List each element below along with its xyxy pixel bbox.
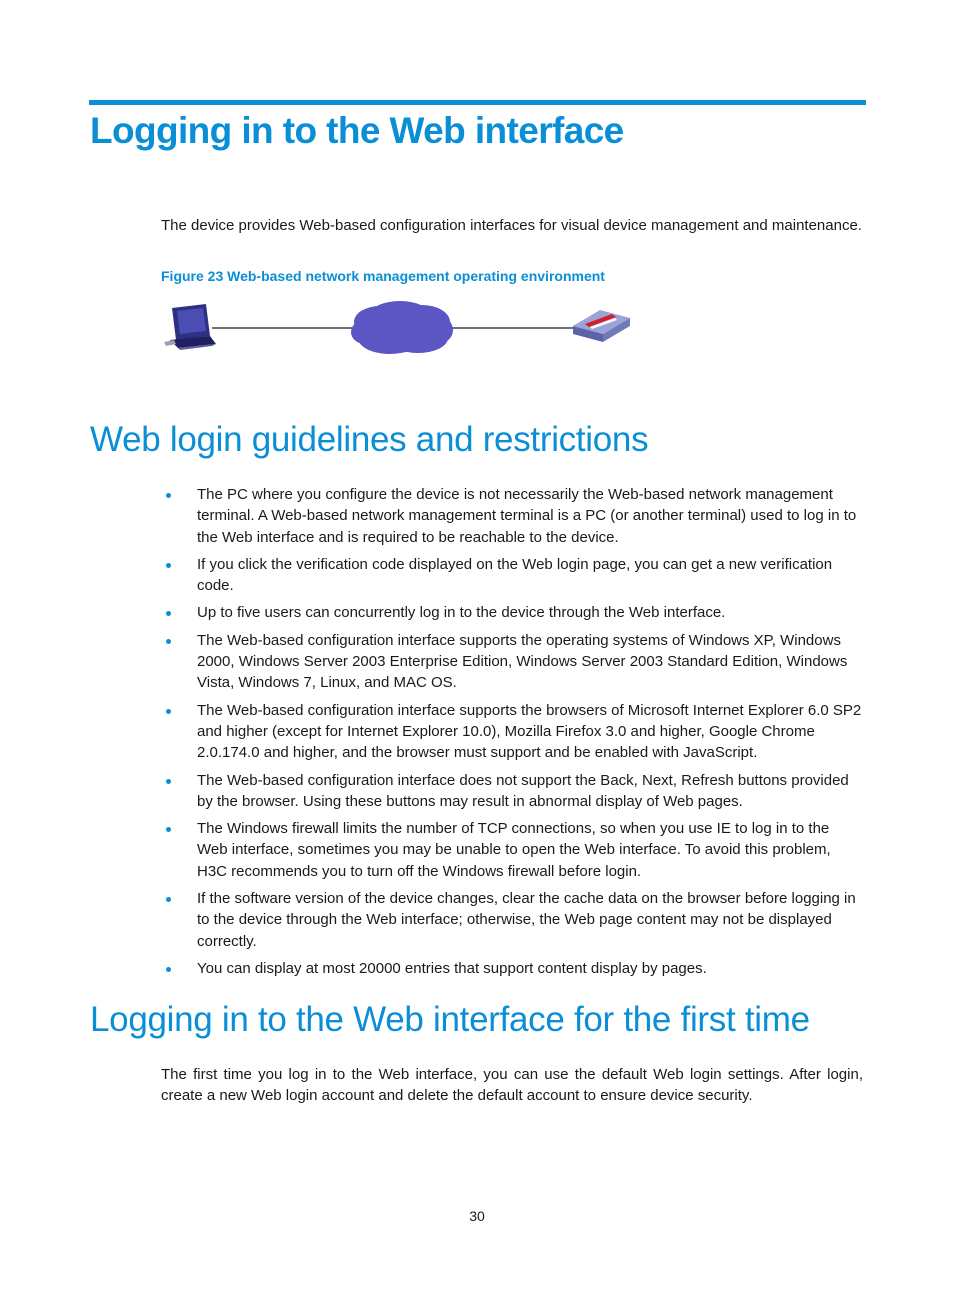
first-time-paragraph: The first time you log in to the Web interface, you can use the default Web login settings. After login, create a new Web login account and delete the default account to ensure device security. bbox=[161, 1066, 863, 1104]
heading-rule bbox=[89, 100, 866, 105]
pc-icon bbox=[164, 304, 216, 350]
list-item: The Windows firewall limits the number of TCP connections, so when you use IE to log in to the Web interface, sometimes you may be unable to open the Web interface. To avoid this problem, H3C recommends you to turn off the Windows firewall before login. bbox=[161, 818, 863, 882]
section-heading-guidelines: Web login guidelines and restrictions bbox=[90, 420, 649, 459]
list-item: The PC where you configure the device is not necessarily the Web-based network management terminal. A Web-based network management terminal is a PC (or another terminal) used to log in to the Web interface and is required to be reachable to the device. bbox=[161, 484, 863, 548]
bullet-icon bbox=[166, 493, 171, 498]
bullet-icon bbox=[166, 611, 171, 616]
bullet-icon bbox=[166, 709, 171, 714]
bullet-icon bbox=[166, 639, 171, 644]
intro-paragraph: The device provides Web-based configuration interfaces for visual device management and maintenance. bbox=[161, 217, 862, 234]
list-item: If you click the verification code displayed on the Web login page, you can get a new verification code. bbox=[161, 554, 863, 597]
list-item: Up to five users can concurrently log in to the device through the Web interface. bbox=[161, 602, 863, 623]
bullet-icon bbox=[166, 967, 171, 972]
page-title: Logging in to the Web interface bbox=[90, 110, 624, 151]
bullet-icon bbox=[166, 897, 171, 902]
device-switch-icon bbox=[573, 310, 630, 342]
bullet-icon bbox=[166, 563, 171, 568]
figure-caption: Figure 23 Web-based network management operating environment bbox=[161, 268, 605, 284]
guidelines-list bbox=[161, 484, 863, 985]
list-item: If the software version of the device changes, clear the cache data on the browser before logging in to the device through the Web interface; otherwise, the Web page content may not be displayed correctly. bbox=[161, 888, 863, 952]
bullet-icon bbox=[166, 827, 171, 832]
network-diagram bbox=[160, 300, 640, 360]
list-item: You can display at most 20000 entries that support content display by pages. bbox=[161, 958, 863, 979]
section-heading-first-time: Logging in to the Web interface for the first time bbox=[90, 1000, 810, 1039]
network-cloud-icon bbox=[351, 301, 453, 354]
page-number: 30 bbox=[469, 1208, 485, 1224]
list-item: The Web-based configuration interface supports the operating systems of Windows XP, Windows 2000, Windows Server 2003 Enterprise Edition, Windows Server 2003 Standard Edition, Windows Vista, Windows 7, Linux, and MAC OS. bbox=[161, 630, 863, 694]
bullet-icon bbox=[166, 779, 171, 784]
list-item: The Web-based configuration interface supports the browsers of Microsoft Internet Explorer 6.0 SP2 and higher (except for Internet Explorer 10.0), Mozilla Firefox 3.0 and higher, Google Chrome 2.0.174.0 and higher, and the browser must support and be enabled with JavaScript. bbox=[161, 700, 863, 764]
list-item: The Web-based configuration interface does not support the Back, Next, Refresh buttons provided by the browser. Using these buttons may result in abnormal display of Web pages. bbox=[161, 770, 863, 813]
